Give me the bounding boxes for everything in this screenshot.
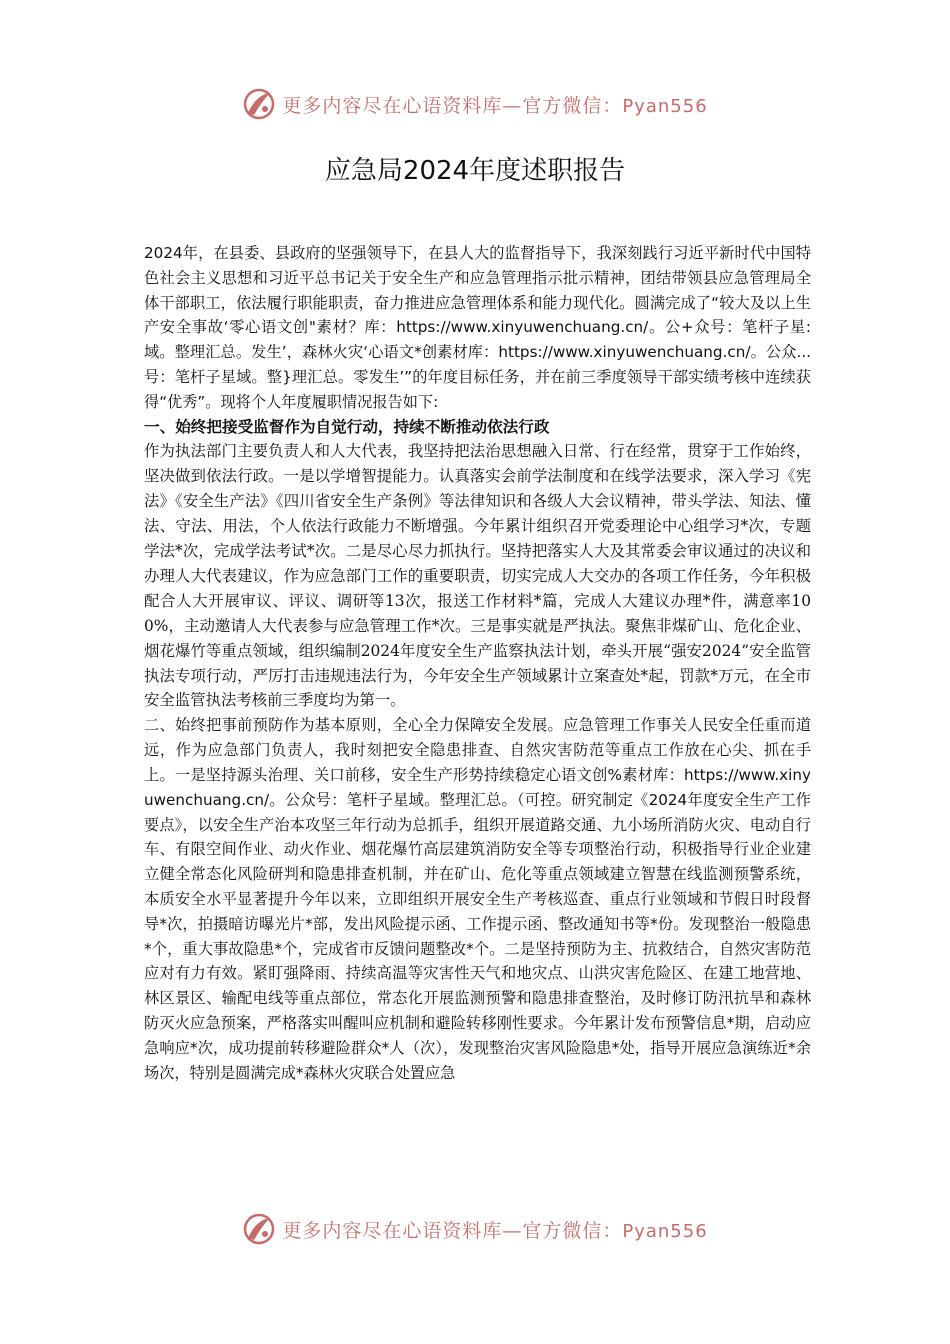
banner-wechat-id: Pyan556 — [622, 95, 708, 117]
document-body — [144, 241, 811, 1085]
banner-wechat-id: Pyan556 — [622, 1220, 708, 1242]
document-title: 应急局2024年度述职报告 — [324, 156, 626, 186]
banner-caption: 更多内容尽在心语资料库—官方微信： — [282, 94, 623, 117]
intro-paragraph: 2024年，在县委、县政府的坚强领导下，在县人大的监督指导下，我深刻践行习近平新时代中国特色社会主义思想和习近平总书记关于安全生产和应急管理指示批示精神，团结带领县应急管理局全体干部职工，依法履行职能职责，奋力推进应急管理体系和能力现代化。圆满完成了“较大及以上生产安全事故‘零心语文创"素材？库：https://www.xinyuwenchuang.cn/。公+众号：笔杆子星:域。整理汇总。发生’，森林火灾‘心语文*创素材库：https://www.xinyuwenchuang.cn/。公众...号：笔杆子星域。整}理汇总。零发生’”的年度目标任务，并在前三季度领导干部实绩考核中连续获得“优秀”。现将个人年度履职情况报告如下: — [144, 244, 811, 411]
brush-logo-icon — [242, 87, 276, 121]
banner-caption: 更多内容尽在心语资料库—官方微信： — [282, 1219, 623, 1242]
section-1-paragraph: 作为执法部门主要负责人和人大代表，我坚持把法治思想融入日常、行在经常，贯穿于工作始终，坚决做到依法行政。一是以学增智提能力。认真落实会前学法制度和在线学法要求，深入学习《宪法》《安全生产法》《四川省安全生产条例》等法律知识和各级人大会议精神，带头学法、知法、懂法、守法、用法，个人依法行政能力不断增强。今年累计组织召开党委理论中心组学习*次，专题学法*次，完成学法考试*次。二是尽心尽力抓执行。坚持把落实人大及其常委会审议通过的决议和办理人大代表建议，作为应急部门工作的重要职责，切实完成人大交办的各项工作任务，今年积极配合人大开展审议、评议、调研等13次，报送工作材料*篇，完成人大建议办理*件，满意率100%，主动邀请人大代表参与应急管理工作*次。三是事实就是严执法。聚焦非煤矿山、危化企业、烟花爆竹等重点领域，组织编制2024年度安全生产监察执法计划，牵头开展“强安2024”安全监管执法专项行动，严厉打击违规违法行为，今年安全生产领域累计立案查处*起，罚款*万元，在全市安全监管执法考核前三季度均为第一。 — [144, 442, 811, 710]
brush-logo-icon — [242, 1212, 276, 1246]
section-1-heading: 一、始终把接受监督作为自觉行动，持续不断推动依法行政 — [144, 417, 550, 436]
banner-text — [282, 91, 707, 118]
banner-text — [282, 1216, 707, 1243]
header-watermark-banner — [0, 84, 950, 124]
footer-watermark-banner — [0, 1209, 950, 1249]
section-2-paragraph: 二、始终把事前预防作为基本原则，全心全力保障安全发展。应急管理工作事关人民安全任重而道远，作为应急部门负责人，我时刻把安全隐患排查、自然灾害防范等重点工作放在心尖、抓在手上。一是坚持源头治理、关口前移，安全生产形势持续稳定心语文创%素材库：https://www.xinyuwenchuang.cn/。公众号：笔杆子星域。整理汇总。（可控。研究制定《2024年度安全生产工作要点》，以安全生产治本攻坚三年行动为总抓手，组织开展道路交通、九小场所消防火灾、电动自行车、有限空间作业、动火作业、烟花爆竹高层建筑消防安全等专项整治行动，积极指导行业企业建立健全常态化风险研判和隐患排查机制，并在矿山、危化等重点领域建立智慧在线监测预警系统，本质安全水平显著提升今年以来，立即组织开展安全生产考核巡查、重点行业领域和节假日时段督导*次，拍摄暗访曝光片*部，发出风险提示函、工作提示函、整改通知书等*份。发现整治一般隐患*个，重大事故隐患*个，完成省市反馈问题整改*个。二是坚持预防为主、抗救结合，自然灾害防范应对有力有效。紧盯强降雨、持续高温等灾害性天气和地灾点、山洪灾害危险区、在建工地营地、林区景区、输配电线等重点部位，常态化开展监测预警和隐患排查整治，及时修订防汛抗旱和森林防灭火应急预案，严格落实叫醒叫应机制和避险转移刚性要求。今年累计发布预警信息*期，启动应急响应*次，成功提前转移避险群众*人（次），发现整治灾害风险隐患*处，指导开展应急演练近*余场次，特别是圆满完成*森林火灾联合处置应急 — [144, 716, 811, 1082]
